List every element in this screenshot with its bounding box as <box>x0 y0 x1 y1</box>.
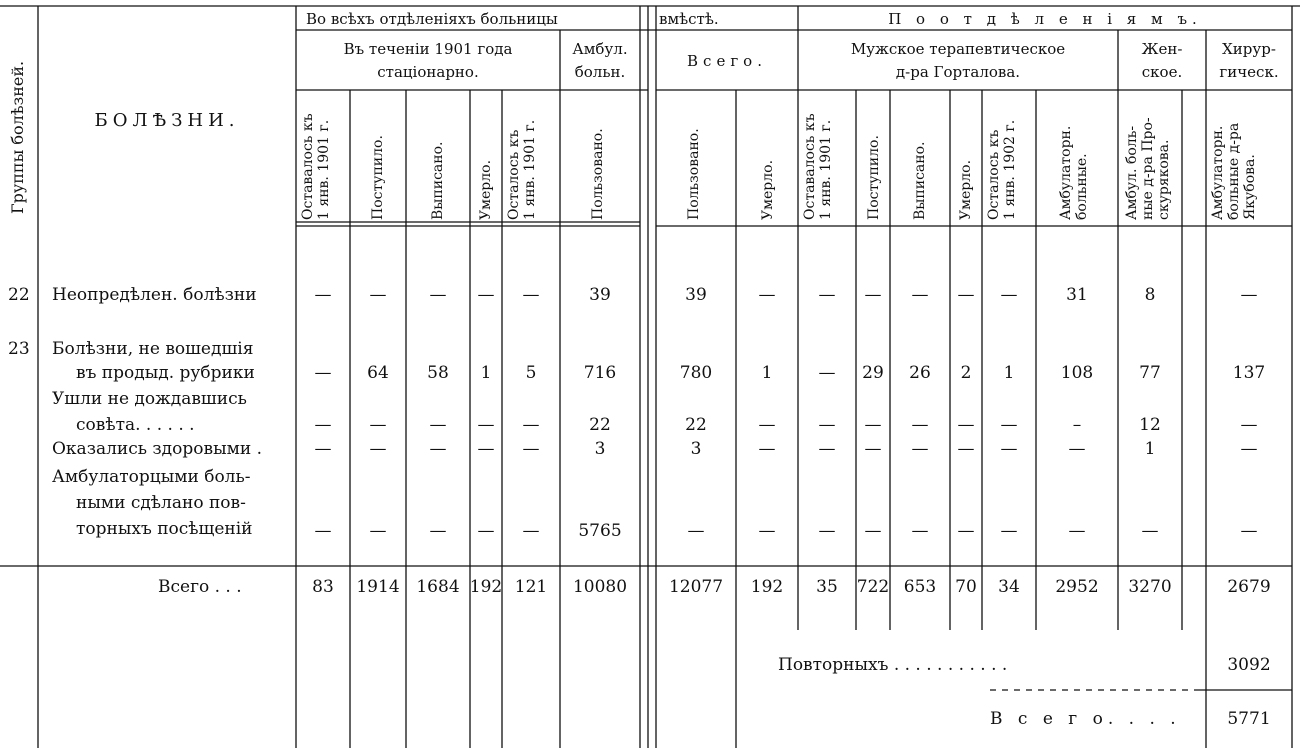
table-cell: — <box>864 439 882 459</box>
table-cell: — <box>957 439 975 459</box>
table-cell: — <box>314 285 332 305</box>
table-cell: — <box>911 415 929 435</box>
table-cell: — <box>1000 521 1018 541</box>
table-cell: — <box>758 285 776 305</box>
table-cell: — <box>1000 285 1018 305</box>
table-cell: — <box>477 285 495 305</box>
table-cell: — <box>522 521 540 541</box>
table-cell: — <box>687 521 705 541</box>
table-cell: 77 <box>1139 363 1161 383</box>
table-cell: — <box>429 415 447 435</box>
table-cell: — <box>369 285 387 305</box>
rowleft-disease-l1: Ушли не дождавшись <box>52 389 247 409</box>
rowrepeat-disease-l3: торныхъ посѣщеній <box>76 519 253 539</box>
table-cell: — <box>864 415 882 435</box>
rowleft-disease-l2: совѣта. . . . . . <box>76 415 195 435</box>
table-cell: — <box>758 439 776 459</box>
table-cell: 137 <box>1232 363 1266 383</box>
table-cell: 1684 <box>416 577 460 597</box>
header-during-1901-l1: Въ теченіи 1901 года <box>343 40 513 58</box>
sub-m-discharged: Выписано. <box>912 141 928 220</box>
table-cell: — <box>369 521 387 541</box>
row22-disease: Неопредѣлен. болѣзни <box>52 285 257 305</box>
table-cell: 34 <box>998 577 1020 597</box>
row23-disease-l2: въ продыд. рубрики <box>76 363 255 383</box>
sub-m-admitted: Поступило. <box>866 135 882 220</box>
table-cell: 26 <box>909 363 931 383</box>
sub-remained-to: Осталось къ 1 янв. 1901 г. <box>506 119 538 220</box>
header-female-l2: ское. <box>1141 63 1183 81</box>
table-cell: 29 <box>862 363 884 383</box>
table-cell: — <box>1068 439 1086 459</box>
table-cell: — <box>477 521 495 541</box>
table-cell: — <box>758 521 776 541</box>
table-cell: — <box>818 415 836 435</box>
rowhealthy-disease: Оказались здоровыми . <box>52 439 262 459</box>
header-male-l2: д-ра Горталова. <box>895 63 1021 81</box>
table-cell: 10080 <box>572 577 628 597</box>
table-cell: 58 <box>427 363 449 383</box>
table-cell: — <box>369 439 387 459</box>
table-cell: — <box>369 415 387 435</box>
sub-m-remained: Оставалось къ 1 янв. 1901 г. <box>802 113 834 220</box>
table-cell: — <box>429 285 447 305</box>
header-all-depts-cont: вмѣстѣ. <box>659 10 719 28</box>
sub-died: Умерло. <box>478 159 494 220</box>
table-cell: 3 <box>690 439 702 459</box>
table-cell: 1 <box>1003 363 1015 383</box>
table-cell: — <box>429 439 447 459</box>
header-ambul-l2: больн. <box>574 63 626 81</box>
sub-m-died: Умерло. <box>958 159 974 220</box>
sub-discharged: Выписано. <box>430 141 446 220</box>
table-cell: — <box>522 285 540 305</box>
table-cell: 121 <box>514 577 548 597</box>
header-diseases: БОЛѢЗНИ. <box>94 110 240 131</box>
header-male-l1: Мужское терапевтическое <box>850 40 1066 58</box>
table-cell: 83 <box>312 577 334 597</box>
footer-total-label: В с е г о. . . . <box>990 709 1181 729</box>
table-cell: — <box>957 521 975 541</box>
rowrepeat-disease-l1: Амбулаторцыми боль- <box>52 467 251 487</box>
table-cell: — <box>429 521 447 541</box>
table-cell: 64 <box>367 363 389 383</box>
table-cell: 12077 <box>668 577 724 597</box>
table-cell: — <box>314 363 332 383</box>
sub-used: Пользовано. <box>590 128 606 220</box>
sub-m-ambul: Амбулаторн. больные. <box>1058 125 1090 220</box>
table-cell: — <box>957 415 975 435</box>
table-cell: 192 <box>469 577 503 597</box>
header-during-1901-l2: стаціонарно. <box>377 63 479 81</box>
table-cell: 12 <box>1139 415 1161 435</box>
table-cell: — <box>1141 521 1159 541</box>
footer-total-value: 5771 <box>1227 709 1271 729</box>
table-cell: 108 <box>1060 363 1094 383</box>
table-cell: — <box>818 521 836 541</box>
table-cell: — <box>818 363 836 383</box>
footer-repeat-value: 3092 <box>1227 655 1271 675</box>
header-surgical-l1: Хирур- <box>1222 40 1276 58</box>
table-cell: — <box>911 439 929 459</box>
table-cell: 39 <box>589 285 611 305</box>
sub-m-remained-1902: Осталось къ 1 янв. 1902 г. <box>986 119 1018 220</box>
table-cell: 31 <box>1066 285 1088 305</box>
header-female-l1: Жен- <box>1141 40 1183 58</box>
table-cell: 5765 <box>578 521 622 541</box>
header-ambul-l1: Амбул. <box>572 40 628 58</box>
table-cell: — <box>477 439 495 459</box>
table-cell: 39 <box>685 285 707 305</box>
sub-died-total: Умерло. <box>760 159 776 220</box>
rowtotal-label: Всего . . . <box>158 577 242 597</box>
table-cell: — <box>864 285 882 305</box>
table-cell: 70 <box>955 577 977 597</box>
table-cell: 5 <box>525 363 537 383</box>
table-cell: — <box>957 285 975 305</box>
table-cell: 2 <box>960 363 972 383</box>
header-groups: Группы болѣзней. <box>8 60 27 214</box>
table-cell: — <box>911 285 929 305</box>
sub-remained-1901: Оставалось къ 1 янв. 1901 г. <box>300 113 332 220</box>
sub-s-ambul: Амбулаторн. больные д-ра Якубова. <box>1210 122 1258 220</box>
table-cell: 8 <box>1144 285 1156 305</box>
table-cell: — <box>1000 415 1018 435</box>
table-cell: — <box>522 439 540 459</box>
row22-group: 22 <box>8 285 30 305</box>
rowrepeat-disease-l2: ными сдѣлано пов- <box>76 493 246 513</box>
table-cell: 2679 <box>1227 577 1271 597</box>
table-cell: 192 <box>750 577 784 597</box>
table-cell: 780 <box>679 363 713 383</box>
row23-disease-l1: Болѣзни, не вошедшія <box>52 339 254 359</box>
table-cell: — <box>477 415 495 435</box>
table-cell: — <box>818 285 836 305</box>
table-cell: – <box>1072 415 1082 435</box>
header-by-depts: П о о т д ѣ л е н і я м ъ. <box>888 10 1202 28</box>
table-cell: 1 <box>761 363 773 383</box>
sub-f-ambul: Амбул. боль- ные д-ра Про- скурякова. <box>1124 117 1172 220</box>
header-total: Всего. <box>687 52 767 70</box>
table-cell: 1 <box>1144 439 1156 459</box>
table-cell: — <box>314 415 332 435</box>
table-cell: — <box>522 415 540 435</box>
table-cell: 1914 <box>356 577 400 597</box>
table-cell: 3270 <box>1128 577 1172 597</box>
row23-group: 23 <box>8 339 30 359</box>
table-cell: — <box>1240 285 1258 305</box>
table-cell: — <box>818 439 836 459</box>
footer-repeat-label: Повторныхъ . . . . . . . . . . . <box>778 655 1008 675</box>
table-cell: — <box>864 521 882 541</box>
table-cell: — <box>314 521 332 541</box>
table-cell: 22 <box>685 415 707 435</box>
table-cell: 3 <box>594 439 606 459</box>
table-cell: — <box>314 439 332 459</box>
table-cell: — <box>1240 415 1258 435</box>
table-cell: — <box>1000 439 1018 459</box>
table-cell: — <box>911 521 929 541</box>
table-cell: — <box>1068 521 1086 541</box>
table-cell: 22 <box>589 415 611 435</box>
table-cell: 35 <box>816 577 838 597</box>
table-cell: 653 <box>903 577 937 597</box>
table-cell: — <box>1240 439 1258 459</box>
table-cell: — <box>1240 521 1258 541</box>
table-cell: 722 <box>856 577 890 597</box>
sub-used-total: Пользовано. <box>686 128 702 220</box>
sub-admitted: Поступило. <box>370 135 386 220</box>
table-cell: 1 <box>480 363 492 383</box>
header-surgical-l2: гическ. <box>1219 63 1279 81</box>
table-cell: 716 <box>583 363 617 383</box>
header-all-depts: Во всѣхъ отдѣленіяхъ больницы <box>306 10 558 28</box>
table-cell: 2952 <box>1055 577 1099 597</box>
table-cell: — <box>758 415 776 435</box>
